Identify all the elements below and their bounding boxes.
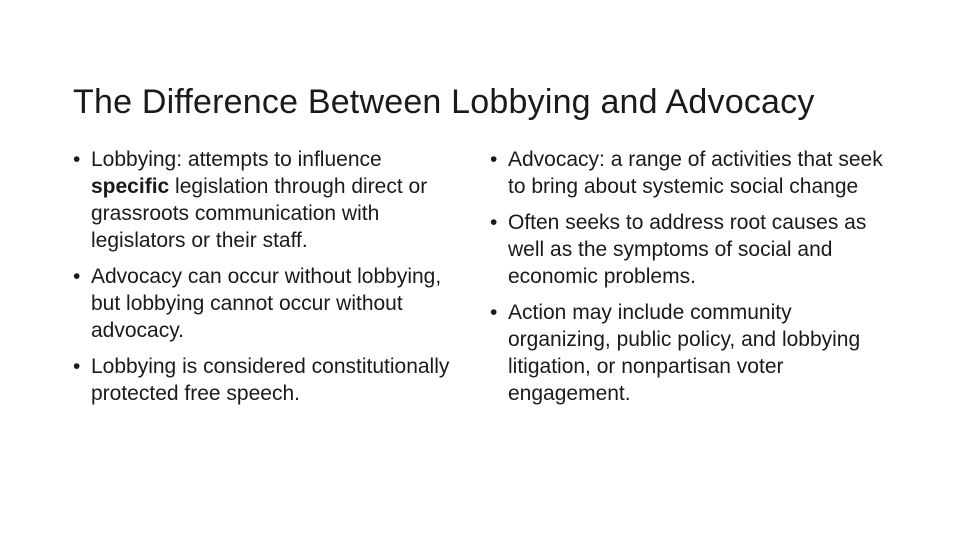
bullet-text: Often seeks to address root causes as well as the symptoms of social and economic problems. <box>508 211 867 288</box>
bullet-advocacy-without-lobbying <box>73 263 463 344</box>
bullet-root-causes <box>490 209 900 290</box>
bullet-marker: • <box>490 211 498 234</box>
bullet-advocacy-definition <box>490 146 900 200</box>
bullet-actions <box>490 299 900 407</box>
bullet-text: legislation through direct or grassroots communication with legislators or their staff. <box>91 175 428 252</box>
bullet-marker: • <box>73 265 81 288</box>
bullet-text: Action may include community organizing, public policy, and lobbying litigation, or nonpartisan voter engagement. <box>508 301 861 405</box>
bullet-marker: • <box>73 355 81 378</box>
slide-title: The Difference Between Lobbying and Advocacy <box>73 83 815 121</box>
bullet-lobbying-definition <box>73 146 463 254</box>
bullet-free-speech <box>73 353 463 407</box>
bullet-marker: • <box>490 148 498 171</box>
bullet-text: Lobbying is considered constitutionally protected free speech. <box>91 355 450 405</box>
bullet-marker: • <box>490 301 498 324</box>
bullet-text: Lobbying: attempts to influence <box>91 148 382 171</box>
bullet-text: Advocacy: a range of activities that seek to bring about systemic social change <box>508 148 883 198</box>
bullet-emphasis: specific <box>91 175 170 198</box>
bullet-marker: • <box>73 148 81 171</box>
left-bullet-list <box>73 146 463 416</box>
right-bullet-list <box>490 146 900 416</box>
bullet-text: Advocacy can occur without lobbying, but lobbying cannot occur without advocacy. <box>91 265 442 342</box>
